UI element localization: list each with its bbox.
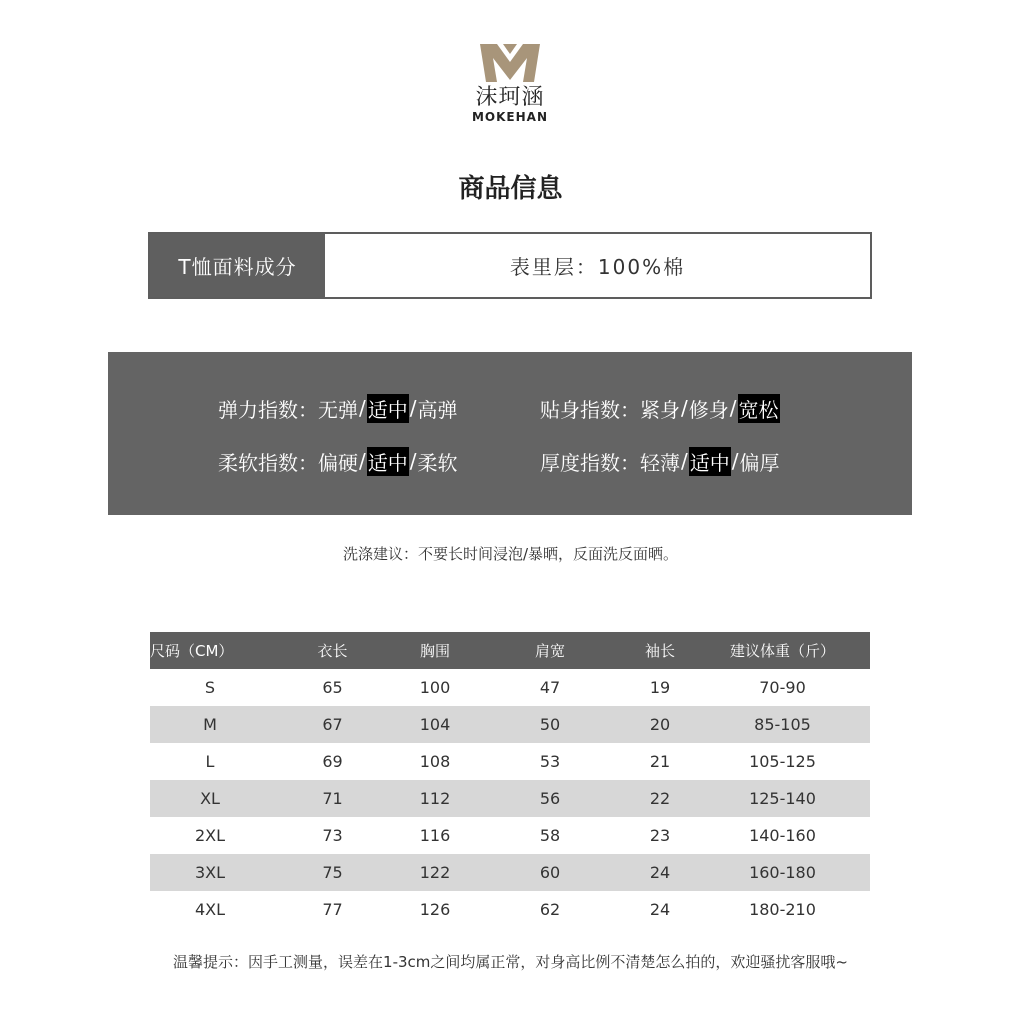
index-option: 无弹 [318,397,358,422]
stretch-index [218,393,458,423]
slash-separator: / [681,396,688,420]
table-cell: 126 [419,900,451,919]
table-row [150,817,870,854]
table-cell: 58 [539,826,561,845]
size-table [150,632,870,928]
header-sleeve: 袖长 [625,632,695,669]
table-cell: 108 [419,752,451,771]
indices-row [108,393,912,423]
table-cell: S [204,678,216,697]
index-option: 轻薄 [640,450,680,475]
table-cell: 19 [649,678,671,697]
index-option-selected: 适中 [689,447,731,476]
table-cell: 23 [649,826,671,845]
index-option: 高弹 [417,397,458,422]
wash-advice: 洗涤建议：不要长时间浸泡/暴晒，反面洗反面晒。 [342,545,679,563]
table-cell: L [205,752,215,771]
crown-logo-icon [477,40,543,84]
softness-index [218,446,458,476]
table-cell: 62 [539,900,561,919]
table-cell: 180-210 [749,900,816,919]
table-row [150,891,870,928]
measurement-tip: 温馨提示：因手工测量，误差在1-3cm之间均属正常，对身高比例不清楚怎么拍的，欢迎骚扰客服哦~ [173,953,848,971]
slash-separator: / [731,449,739,473]
header-size: 尺码（CM） [150,632,270,669]
table-row [150,743,870,780]
table-cell: 65 [322,678,343,697]
table-cell: 100 [419,678,451,697]
table-cell: 4XL [194,900,226,919]
index-label: 柔软指数： [218,450,318,475]
page-title: 商品信息 [458,174,563,204]
table-cell: 77 [322,900,343,919]
table-cell: 53 [539,752,561,771]
header-chest: 胸围 [395,632,475,669]
index-option-selected: 适中 [367,394,409,423]
table-row [150,780,870,817]
table-cell: 116 [419,826,451,845]
index-option: 柔软 [417,450,458,475]
index-label: 弹力指数： [218,397,318,422]
table-cell: 104 [395,706,475,743]
table-row [150,669,870,706]
table-cell: 122 [395,854,475,891]
table-cell: 3XL [150,854,270,891]
table-cell: 2XL [194,826,226,845]
slash-separator: / [729,396,737,420]
table-cell: 73 [322,826,343,845]
table-cell: 24 [625,854,695,891]
table-cell: 56 [475,780,625,817]
index-option: 偏硬 [318,450,358,475]
brand-name-cn: 沫珂涵 [475,85,545,110]
thickness-index [540,446,780,476]
slash-separator: / [681,449,688,473]
table-cell: M [150,706,270,743]
table-cell: 105-125 [749,752,816,771]
table-cell: 24 [649,900,671,919]
table-cell: 60 [475,854,625,891]
fabric-composition-box [148,232,872,299]
table-cell: 75 [270,854,395,891]
table-cell: 67 [270,706,395,743]
table-cell: 21 [649,752,671,771]
table-row [150,854,870,891]
table-cell: 160-180 [695,854,870,891]
fit-index [540,393,780,423]
table-cell: 140-160 [749,826,816,845]
size-table-header [150,632,870,669]
index-label: 厚度指数： [540,450,640,475]
brand-logo [470,40,550,124]
index-option: 偏厚 [739,450,780,475]
header-weight: 建议体重（斤） [695,632,870,669]
fabric-indices-panel [108,352,912,515]
index-label: 贴身指数： [540,397,640,422]
table-row [150,706,870,743]
brand-name-en: MOKEHAN [471,110,548,124]
table-cell: XL [150,780,270,817]
table-cell: 22 [625,780,695,817]
table-cell: 125-140 [695,780,870,817]
table-cell: 50 [475,706,625,743]
slash-separator: / [359,396,366,420]
table-cell: 69 [322,752,343,771]
slash-separator: / [359,449,366,473]
slash-separator: / [409,396,417,420]
table-cell: 20 [625,706,695,743]
index-option-selected: 适中 [367,447,409,476]
header-shoulder: 肩宽 [475,632,625,669]
fabric-label: T恤面料成分 [150,234,325,297]
indices-row [108,446,912,476]
table-cell: 112 [395,780,475,817]
table-cell: 85-105 [695,706,870,743]
slash-separator: / [409,449,417,473]
index-option-selected: 宽松 [738,394,780,423]
index-option: 修身 [688,397,729,422]
index-option: 紧身 [640,397,680,422]
table-cell: 70-90 [759,678,806,697]
fabric-value: 表里层：100%棉 [509,255,686,279]
table-cell: 47 [539,678,561,697]
header-length: 衣长 [270,632,395,669]
table-cell: 71 [270,780,395,817]
